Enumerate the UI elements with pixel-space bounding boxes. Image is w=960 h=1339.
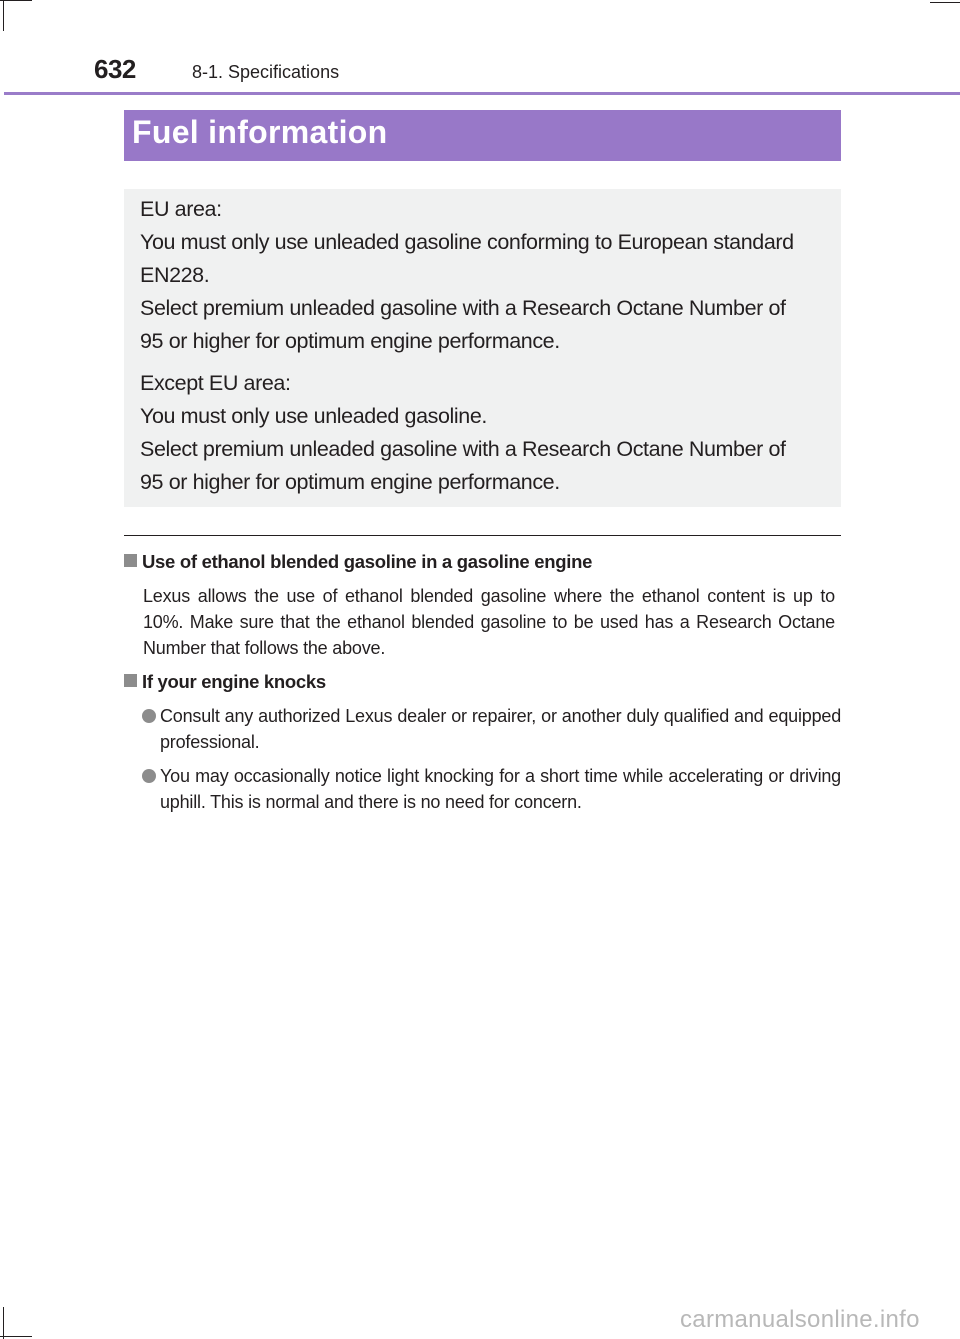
ethanol-text: Lexus allows the use of ethanol blended gasoline where the ethanol content is up to 10%. Make sure that the ethanol blended gasoline to be used has a Research Octane Number that follows the above. <box>143 586 835 658</box>
header-rule <box>4 92 960 95</box>
list-item <box>160 763 841 815</box>
fuel-requirements-box <box>124 189 841 507</box>
eu-area-heading: EU area: <box>140 197 222 221</box>
page-number: 632 <box>94 54 136 84</box>
list-item-text: Consult any authorized Lexus dealer or repairer, or another duly qualified and equipped professional. <box>160 706 841 752</box>
crop-mark-bottom-left-h <box>0 1336 32 1337</box>
engine-knocks-section <box>124 669 841 815</box>
ethanol-heading <box>124 549 841 575</box>
except-eu-line: 95 or higher for optimum engine performance. <box>140 470 560 494</box>
list-item <box>160 703 841 755</box>
square-bullet-icon <box>124 674 137 687</box>
eu-line: 95 or higher for optimum engine performance. <box>140 329 560 353</box>
engine-knocks-heading-text: If your engine knocks <box>142 671 326 692</box>
circle-bullet-icon <box>142 769 156 783</box>
ethanol-heading-text: Use of ethanol blended gasoline in a gasoline engine <box>142 551 593 572</box>
ethanol-section <box>124 549 841 661</box>
section-reference: 8-1. Specifications <box>192 62 340 82</box>
circle-bullet-icon <box>142 709 156 723</box>
crop-mark-bottom-left-v <box>3 1307 4 1339</box>
eu-line: You must only use unleaded gasoline conforming to European standard <box>140 230 794 254</box>
square-bullet-icon <box>124 554 137 567</box>
section-divider <box>124 535 841 536</box>
page-title: Fuel information <box>132 114 388 150</box>
except-eu-line: You must only use unleaded gasoline. <box>140 404 487 428</box>
except-eu-area-heading: Except EU area: <box>140 371 291 395</box>
engine-knocks-heading <box>124 669 841 695</box>
watermark: carmanualsonline.info <box>680 1306 920 1333</box>
except-eu-line: Select premium unleaded gasoline with a Research Octane Number of <box>140 437 786 461</box>
section-title-bar <box>124 110 841 161</box>
page-header <box>0 0 960 96</box>
eu-line: EN228. <box>140 263 210 287</box>
eu-line: Select premium unleaded gasoline with a Research Octane Number of <box>140 296 786 320</box>
list-item-text: You may occasionally notice light knocking for a short time while accelerating or driving uphill. This is normal and there is no need for concern. <box>160 766 841 812</box>
